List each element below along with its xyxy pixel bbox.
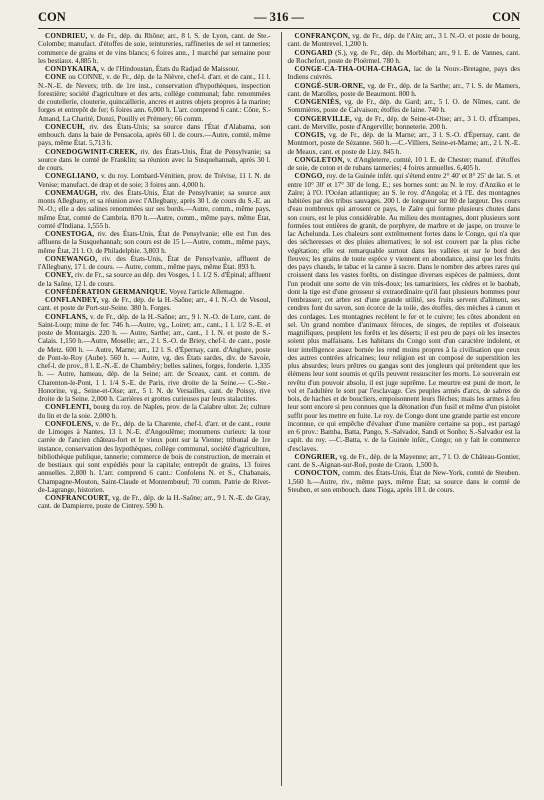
entry-headword: CONGRIER, <box>294 452 338 461</box>
entry-text: riv. des États-Unis, État de Pensylvanie, affluent de l'Allegbany, 17 l. de cours. — Autre, comm., même pays, même État. 893 h. <box>38 254 271 271</box>
entry-text: vg. de Fr., dép. de la Sarthe; arr., 7 l. S. de Mamers, cant. de Marolles, poste de Beaumont. 800 h. <box>287 81 520 98</box>
entry-text: riv. des États-Unis, État de Pensylvanie; sa source aux monts Allegbany, et sa réunion avec l'Allegbany, après 30 l. de cours du S.-E. au N.-O.; elle a des salines renommées sur ses bords.—Autre, comm., même pays, même État, comté de Cambria. 870 h.—Autre, comm., même pays, même État, comté d'Indiana. 1,555 h. <box>38 188 271 230</box>
entry-text: v. du roy. Lombard-Vénitien, prov. de Trévise, 11 l. N. de Venise; manufact. de drap et de soie; 3 foires ann. 4,000 h. <box>38 172 271 189</box>
page-header <box>38 6 520 29</box>
dictionary-entry <box>38 288 271 296</box>
entry-text: riv. des États-Unis, État de Pensylvanie; sa source dans le comté de Franklin; sa réunion avec la Susquehannah, après 30 l. de cours. <box>38 147 271 172</box>
entry-headword: CONFLANDEY, <box>45 296 99 304</box>
entry-headword: CONFRANCOURT, <box>45 494 111 502</box>
entry-text: lac de la Nouv.-Bretagne, pays des Indiens cuivrés. <box>287 65 520 82</box>
entry-text: v. de Fr., dép. de la Charente, chef-l. d'arr. et de cant., route de Limoges à Nantes, 13 l. N.-E. d'Angoulême; monumens curieux: la tour carrée de l'ancien château-fort et le vieux pont sur la Vienne; tribunal de 1re instance, conservation des hypothèques, collége communal, société d'agriculture, bibliothèque publique, tannerie; commerce de bois de construction, de merrain et de bestiaux qui sont expédiés pour la capitale; entrepôt de grains, 13 foires annuelles. 2,800 h. L'arr. comprend 6 cant.: Confolens N. et S., Chabanais, Champagne-Mouton, Saint-Claude et Montembœuf; 70 comm. Patrie de Rivet-de-Lagrange, historien. <box>38 419 271 494</box>
left-column <box>38 32 271 786</box>
entry-headword: CONGO, <box>294 172 325 181</box>
entry-text: vg. de Fr., dép. de la Mayenne; arr., 7 l. O. de Château-Gontier, cant. de S.-Aignan-sur-Roë, poste de Craon. 1,500 h. <box>287 452 520 469</box>
entry-text: riv. des États-Unis, État de Pensylvanie; elle est l'un des affluens de la Susquehannah; son cours est de 15 l.—Autre, comm., même pays, même État, 21 l. O. de Philadelphie. 3,803 h. <box>38 230 271 255</box>
entry-headword: CONGERVILLE, <box>294 114 352 123</box>
entry-text: bourg du roy. de Naples, prov. de la Calabre ulter. 2e; culture du lin et de la soie. 2,000 h. <box>38 403 271 420</box>
dictionary-entry <box>38 32 271 65</box>
dictionary-entry <box>288 49 521 66</box>
dictionary-entry <box>38 172 271 189</box>
dictionary-entry <box>38 296 271 313</box>
entry-text: vg. de Fr., dép. de la H.-Saône; arr., 9 l. N.-E. de Gray, cant. de Dampierre, poste de Cintrey. 590 h. <box>38 494 271 511</box>
entry-text: v. de Fr., dép. du Rhône; arr., 8 l. S. de Lyon, cant. de Ste.-Colombe; manufact. d'étoffes de soie, teintureries, raffineries de sel et tanneries; commerce de grains et de vins blancs; 6 foires ann., 1 marché par semaine pour les bestiaux. 4,885 h. <box>38 32 271 65</box>
entry-headword: CONGENIÈS, <box>294 98 342 106</box>
running-head-right: CON <box>492 10 520 24</box>
dictionary-entry <box>38 420 271 494</box>
dictionary-entry <box>288 115 521 132</box>
entry-headword: CONFOLENS, <box>45 419 94 428</box>
dictionary-entry <box>38 148 271 173</box>
entry-headword: CONEMAUGH, <box>45 188 98 197</box>
entry-headword: CONDRIEU, <box>45 32 88 40</box>
dictionary-entry <box>288 172 521 453</box>
page-number: — 316 — <box>254 10 304 24</box>
dictionary-entry <box>38 189 271 230</box>
entry-text: vg. de Fr., dép. du Gard; arr., 5 l. O. de Nîmes, cant. de Sommières, poste de Calvaison; étoffes de laine. 740 h. <box>287 98 520 115</box>
dictionary-entry <box>288 82 521 99</box>
entry-headword: CONGARD <box>294 48 333 57</box>
entry-headword: CONESTOGA, <box>45 230 95 238</box>
text-columns <box>38 32 520 786</box>
dictionary-entry <box>38 494 271 511</box>
entry-text: vg. de Fr., dép. de la Marne; arr., 3 l. S.-O. d'Épernay, cant. de Montmort, poste de Sézanne. 560 h.—C.-Villiers, Seine-et-Marne; arr., 2 l. N.-E. de Meaux, cant. et poste de Lizy. 845 h. <box>287 131 520 156</box>
entry-headword: CONGIS, <box>294 131 326 139</box>
dictionary-entry <box>288 98 521 115</box>
dictionary-entry <box>38 313 271 404</box>
entry-headword: CONEGLIANO, <box>45 172 99 181</box>
dictionary-entry <box>288 453 521 470</box>
dictionary-entry <box>38 123 271 148</box>
dictionary-entry <box>38 255 271 272</box>
dictionary-entry <box>288 469 521 494</box>
entry-headword: CONFRANÇON, <box>294 32 351 40</box>
entry-text: v. de l'Hindoustan, États du Radjad de Maissour. <box>98 65 240 73</box>
entry-text: v. de Fr., dép. de la H.-Saône; arr., 9 l. N.-O. de Lure, cant. de Saint-Loup; mine de fer. 746 h.—Autre, vg., Loiret; arr., cant., 1 l. 1/2 S.-E. et poste de Montargis. 220 h. — Autre, Sarthe; arr., cant., 1 l. N. et poste de S.-Calais. 1,150 h.—Autre, Moselle; arr., 2 l. S.-O. de Briey, chef-l. de cant., poste de Metz. 600 h. — Autre, Marne; arr., 12 l. S. d'Épernay, cant. d'Anglure, poste de Pont-le-Roy (Aube). 560 h. — Autre, vg. des États sardes, div. de Savoie, chef-l. de prov., 8 l. E.-N.-E. de Chambéry; belles salines, forges, fonderie. 1,335 h. — Autre, hameau, dép. de la Seine; arr. de Sceaux, cant. et comm. de Charenton-le-Pont, 1 l. 1/4 S.-E. de Paris, rive droite de la Seine.— C.-Ste.-Honorine, vg., Seine-et-Oise; arr., 5 l. N. de Versailles, cant. de Poissy, rive droite de la Seine. 2,000 h. Carrières et grottes curieuses par leurs stalactites. <box>38 312 271 403</box>
entry-text: riv. de Fr., sa source au dép. des Vosges, 1 l. 1/2 S. d'Épinal; affluent de la Saône, 12 l. de cours. <box>38 271 271 288</box>
right-column <box>281 32 521 786</box>
entry-text: vg. de Fr., dép. de la H.-Saône; arr., 4 l. N.-O. de Vesoul, cant. et poste de Port-sur-Seine. 380 h. Forges. <box>38 296 271 313</box>
entry-text: vg. de Fr., dép. de l'Ain; arr., 3 l. N.-O. et poste de bourg, cant. de Montrevel. 1,200 h. <box>287 32 520 49</box>
entry-headword: CONFLANS, <box>45 312 88 321</box>
entry-headword: CONE <box>45 73 67 82</box>
dictionary-entry <box>38 65 271 73</box>
dictionary-entry <box>288 156 521 173</box>
entry-text: (S.), vg. de Fr., dép. du Morbihan; arr., 9 l. E. de Vannes, cant. de Rochefort, poste de Ploërmel. 780 h. <box>287 48 520 65</box>
dictionary-entry <box>38 230 271 255</box>
entry-headword: CONEDOGWINIT-CREEK, <box>45 147 138 156</box>
entry-headword: CONDYKAIRA, <box>45 65 99 73</box>
entry-text: ou CONNE, v. de Fr., dép. de la Nièvre, chef-l. d'arr. et de cant., 11 l. N.-N.-E. de Nevers; trib. de 1re inst., conservation d'hypothèques, inspection forestière; société d'agriculture et des arts, collége communal; fabr. renommées de coutellerie, clouterie, quincaillerie, ancres et autres objets propres à la marine; forges et entrepôt de fer; 6 foires ann. 6,000 h. L'arr. comprend 6 cant.: Cône, S.-Amand, La Charité, Donzi, Pouilly et Prémery; 66 comm. <box>38 73 271 123</box>
entry-headword: CONGÉ-SUR-ORNE, <box>294 81 366 90</box>
dictionary-entry <box>38 271 271 288</box>
dictionary-entry <box>38 403 271 420</box>
entry-headword: CONFÉDÉRATION GERMANIQUE. <box>45 287 168 296</box>
entry-text: v. d'Angleterre, comté, 10 l. E. de Chester; manuf. d'étoffes de soie, de coton et de rubans tanneries; 4 foires annuelles. 6,405 h. <box>287 155 520 172</box>
entry-headword: CONEWANGO, <box>45 254 98 263</box>
dictionary-entry <box>38 73 271 123</box>
entry-headword: CONGLETON, <box>294 155 345 164</box>
dictionary-entry <box>288 65 521 82</box>
entry-text: Voyez l'article Allemagne. <box>167 287 245 296</box>
entry-text: comm. des États-Unis, État de New-York, comté de Steuben. 1,560 h.—Autre, riv., même pays, même État; sa source dans le comté de Steuben, et son embouch. dans Tioga, après 18 l. de cours. <box>287 469 520 494</box>
entry-headword: CONEY, <box>45 271 74 280</box>
entry-text: vg. de Fr., dép. de Seine-et-Oise; arr., 3 l. O. d'Étampes, cant. de Merville, poste d'Angerville; bonneterie. 200 h. <box>287 114 520 131</box>
entry-text: riv. des États-Unis; sa source dans l'État d'Alabama, son embouch. dans la baie de Pensacola, après 60 l. de cours.—Autre, comté, même pays, même État. 5,713 h. <box>38 122 271 148</box>
entry-headword: CONECUH, <box>45 122 85 131</box>
entry-text: roy. de la Guinée infér. qui s'étend entre 2° 40' et 8° 25' de lat. S. et entre 10° 30' et 17° 30' de long. E.; ses bornes sont: au N. le roy. d'Anziko et le Zaïre; à l'O. l'Océan atlantique; au S. le roy. d'Angola; et à l'E. des montagnes habitées par des tribus sauvages. 200 l. de longueur sur 80 de largeur. Des cours d'eau nombreux qui arrosent ce pays, le Zaïre qui forme plusieurs chutes dans son cours, est le plus considérable. Au milieu des montagnes, dont plusieurs sont formées tout entières de granit, de porphyre, de marbre et de jaspe, on trouve le lac Achelunda. Les chaleurs sont extrêmement fortes dans le Congo, qui n'a que des sécheresses et des pluies alternatives; le sol est couvert par la plus riche végétation; elle est remarquable surtout dans les vallées et sur le bord des fleuves; les grains de toute espèce y viennent en abondance, ainsi que les fruits des pays chauds, le tabac et la canne à sucre. Dans le nombre des arbres rares qui croissent dans les vastes forêts, on distingue diverses espèces de palmiers, dont l'un produit une sorte de vin très-doux; les tamariniers, les cèdres et le baobab, dont la tige est d'une grosseur si extraordinaire qu'il faut plusieurs hommes pour l'embrasser; cet arbre est d'une grande utilité, ses fruits servent d'aliment, ses cendres font du savon, son écorce de la toile, des étoffes, des mèches à canon et des cordages. Les montagnes recèlent le fer et le cuivre; les côtes abondent en sel. Un grand nombre d'animaux féroces, de singes, de reptiles et d'oiseaux magnifiques, peuplent les forêts et les déserts; il est peu de pays où les insectes soient plus malfaisans. Les habitans du Congo sont d'un caractère indolent, et leur intelligence assez bornée les rend moins propres à la civilisation que ceux des autres contrées africaines; leur religion est un composé de superstition les plus absurdes; leurs prêtres ou gangas sont des jongleurs qui prétendent que les élémens leur sont soumis et qu'ils peuvent ressusciter les morts. Le souverain est revêtu d'un pouvoir absolu, il est juge suprême. Le meurtre est puni de mort, le vol et l'adultère le sont par l'esclavage. Ces peuples armés d'arcs, de sabres de bois, de haches et de boucliers, empoisonnent leurs flèches; mais les armes à feu leur sont encore si peu connues que la détonation d'un fusil et même d'un pistolet suffit pour les mettre en fuite. Le roy. de Congo dont une grande partie est encore inconnue, ce qui empêche d'évaluer d'une manière certaine sa pop., est partagé en 6 prov.: Bamba, Batta, Pango, S.-Salvador, Sandi et Sonho; S.-Salvador est la capit. du roy. —C.-Batta, v. de la Guinée infér., Congo; on y fait le commerce d'esclaves. <box>287 172 520 453</box>
dictionary-entry <box>288 32 521 49</box>
entry-headword: CONFLENTI, <box>45 403 92 412</box>
entry-headword: CONGE-CA-THA-OUHA-CHAGA, <box>294 65 411 73</box>
entry-headword: CONOCTON, <box>294 469 341 478</box>
dictionary-entry <box>288 131 521 156</box>
running-head-left: CON <box>38 10 66 24</box>
